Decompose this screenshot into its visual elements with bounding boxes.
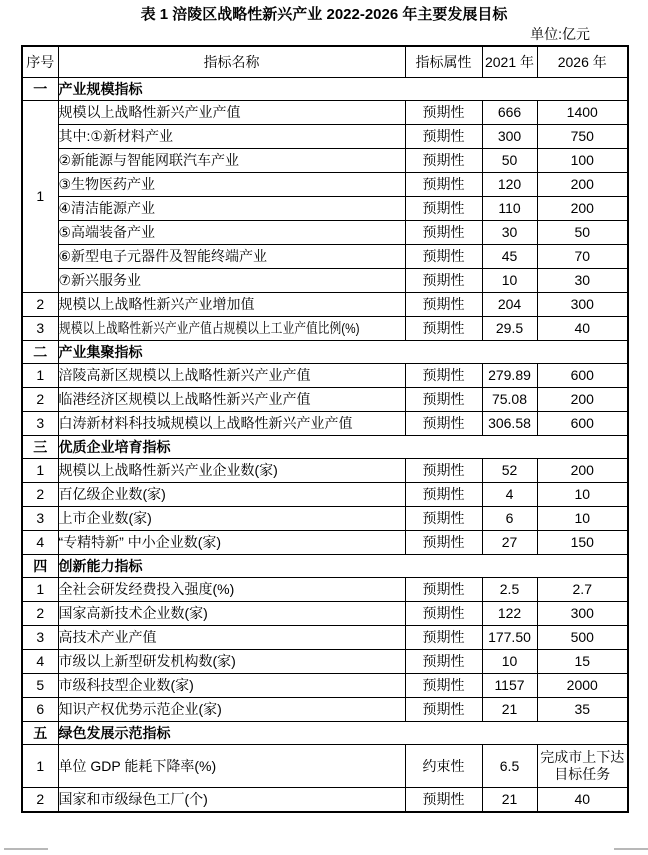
indicator-name: 白涛新材料科技城规模以上战略性新兴产业产值	[58, 412, 405, 436]
value-2021: 10	[482, 269, 537, 293]
value-2021: 6.5	[482, 745, 537, 788]
section-title: 产业集聚指标	[58, 341, 628, 364]
section-title: 产业规模指标	[58, 78, 628, 101]
value-2021: 21	[482, 788, 537, 813]
indicator-attr: 预期性	[405, 101, 482, 125]
value-2021: 122	[482, 602, 537, 626]
indicator-name: 知识产权优势示范企业(家)	[58, 698, 405, 722]
value-2026: 70	[537, 245, 628, 269]
section-title: 优质企业培育指标	[58, 436, 628, 459]
row-sn: 2	[22, 388, 58, 412]
value-2021: 2.5	[482, 578, 537, 602]
indicator-row	[22, 388, 628, 412]
indicator-attr: 预期性	[405, 293, 482, 317]
value-2021: 6	[482, 507, 537, 531]
row-sn: 1	[22, 459, 58, 483]
indicator-name: 国家高新技术企业数(家)	[58, 602, 405, 626]
value-2021: 300	[482, 125, 537, 149]
indicator-attr: 预期性	[405, 674, 482, 698]
value-2021: 120	[482, 173, 537, 197]
indicator-name: 百亿级企业数(家)	[58, 483, 405, 507]
col-header-name: 指标名称	[58, 46, 405, 78]
indicator-row	[22, 459, 628, 483]
indicator-name: 涪陵高新区规模以上战略性新兴产业产值	[58, 364, 405, 388]
indicator-name: “专精特新” 中小企业数(家)	[58, 531, 405, 555]
indicator-name: 规模以上战略性新兴产业企业数(家)	[58, 459, 405, 483]
section-row	[22, 555, 628, 578]
row-sn: 2	[22, 602, 58, 626]
indicator-row	[22, 531, 628, 555]
indicator-name: 临港经济区规模以上战略性新兴产业产值	[58, 388, 405, 412]
indicator-name: 规模以上战略性新兴产业增加值	[58, 293, 405, 317]
row-sn: 1	[22, 578, 58, 602]
indicator-name: ④清洁能源产业	[58, 197, 405, 221]
col-header-attr: 指标属性	[405, 46, 482, 78]
value-2026: 15	[537, 650, 628, 674]
section-title: 创新能力指标	[58, 555, 628, 578]
section-sn: 四	[22, 555, 58, 578]
row-sn: 1	[22, 364, 58, 388]
row-sn: 1	[22, 745, 58, 788]
indicator-row	[22, 745, 628, 788]
indicator-row	[22, 364, 628, 388]
indicator-attr: 预期性	[405, 364, 482, 388]
value-2021: 21	[482, 698, 537, 722]
page-artifact-line-left	[4, 848, 48, 850]
section-row	[22, 341, 628, 364]
value-2026: 35	[537, 698, 628, 722]
indicator-row	[22, 602, 628, 626]
value-2021: 204	[482, 293, 537, 317]
value-2021: 52	[482, 459, 537, 483]
indicator-name: 单位 GDP 能耗下降率(%)	[58, 745, 405, 788]
indicator-name: 市级以上新型研发机构数(家)	[58, 650, 405, 674]
indicator-attr: 约束性	[405, 745, 482, 788]
value-2026: 600	[537, 412, 628, 436]
value-2026: 600	[537, 364, 628, 388]
value-2026: 200	[537, 197, 628, 221]
document-title: 表 1 涪陵区战略性新兴产业 2022-2026 年主要发展目标	[140, 6, 508, 23]
value-2021: 4	[482, 483, 537, 507]
page-artifact-line-right	[614, 848, 648, 850]
indicator-attr: 预期性	[405, 507, 482, 531]
section-row	[22, 436, 628, 459]
section-title: 绿色发展示范指标	[58, 722, 628, 745]
indicator-name: ⑤高端装备产业	[58, 221, 405, 245]
section-sn: 二	[22, 341, 58, 364]
value-2026: 2.7	[537, 578, 628, 602]
value-2021: 27	[482, 531, 537, 555]
row-sn: 3	[22, 317, 58, 341]
header-row	[22, 46, 628, 78]
indicator-row	[22, 698, 628, 722]
col-header-2026: 2026 年	[537, 46, 628, 78]
indicator-attr: 预期性	[405, 602, 482, 626]
indicator-name	[58, 317, 405, 341]
indicator-row	[22, 788, 628, 813]
value-2026: 40	[537, 317, 628, 341]
indicator-name: ⑥新型电子元器件及智能终端产业	[58, 245, 405, 269]
indicator-attr: 预期性	[405, 483, 482, 507]
indicator-name: 高技术产业产值	[58, 626, 405, 650]
value-2026: 150	[537, 531, 628, 555]
value-2026: 100	[537, 149, 628, 173]
indicator-attr: 预期性	[405, 388, 482, 412]
indicator-attr: 预期性	[405, 173, 482, 197]
indicator-name-text: 规模以上战略性新兴产业产值占规模以上工业产值比例(%)	[58, 320, 360, 336]
value-2021: 50	[482, 149, 537, 173]
value-2021: 1157	[482, 674, 537, 698]
value-2026: 300	[537, 602, 628, 626]
value-2026: 200	[537, 173, 628, 197]
indicator-attr: 预期性	[405, 317, 482, 341]
value-2026: 300	[537, 293, 628, 317]
row-sn: 6	[22, 698, 58, 722]
row-sn: 4	[22, 531, 58, 555]
indicator-name: 规模以上战略性新兴产业产值	[58, 101, 405, 125]
value-2026: 完成市上下达目标任务	[537, 745, 628, 788]
indicator-row	[22, 626, 628, 650]
value-2026: 10	[537, 507, 628, 531]
value-2021: 177.50	[482, 626, 537, 650]
indicator-row	[22, 412, 628, 436]
indicator-name: ②新能源与智能网联汽车产业	[58, 149, 405, 173]
indicator-row	[22, 221, 628, 245]
indicator-row	[22, 507, 628, 531]
value-2021: 306.58	[482, 412, 537, 436]
row-sn: 4	[22, 650, 58, 674]
row-sn: 3	[22, 507, 58, 531]
indicator-attr: 预期性	[405, 197, 482, 221]
indicator-attr: 预期性	[405, 412, 482, 436]
value-2026: 500	[537, 626, 628, 650]
unit-label: 单位:亿元	[530, 26, 590, 42]
indicator-row	[22, 269, 628, 293]
indicator-name: 其中:①新材料产业	[58, 125, 405, 149]
indicator-attr: 预期性	[405, 221, 482, 245]
indicator-name: 市级科技型企业数(家)	[58, 674, 405, 698]
indicator-row	[22, 101, 628, 125]
indicator-attr: 预期性	[405, 125, 482, 149]
indicator-name: ⑦新兴服务业	[58, 269, 405, 293]
indicator-attr: 预期性	[405, 245, 482, 269]
row-sn: 1	[22, 101, 58, 293]
indicator-attr: 预期性	[405, 531, 482, 555]
indicator-row	[22, 245, 628, 269]
indicator-row	[22, 125, 628, 149]
value-2026: 200	[537, 388, 628, 412]
value-2021: 279.89	[482, 364, 537, 388]
indicator-attr: 预期性	[405, 149, 482, 173]
indicator-row	[22, 173, 628, 197]
value-2026: 50	[537, 221, 628, 245]
row-sn: 2	[22, 293, 58, 317]
table-body	[22, 46, 628, 812]
indicator-row	[22, 149, 628, 173]
value-2021: 45	[482, 245, 537, 269]
value-2026: 10	[537, 483, 628, 507]
value-2021: 75.08	[482, 388, 537, 412]
indicator-attr: 预期性	[405, 459, 482, 483]
indicator-attr: 预期性	[405, 788, 482, 813]
indicator-name: ③生物医药产业	[58, 173, 405, 197]
value-2026: 1400	[537, 101, 628, 125]
indicator-name: 国家和市级绿色工厂(个)	[58, 788, 405, 813]
indicator-name: 全社会研发经费投入强度(%)	[58, 578, 405, 602]
col-header-sn: 序号	[22, 46, 58, 78]
indicator-row	[22, 317, 628, 341]
row-sn: 3	[22, 626, 58, 650]
value-2021: 30	[482, 221, 537, 245]
indicator-row	[22, 483, 628, 507]
indicator-row	[22, 293, 628, 317]
indicator-row	[22, 578, 628, 602]
row-sn: 2	[22, 788, 58, 813]
value-2026: 30	[537, 269, 628, 293]
value-2021: 110	[482, 197, 537, 221]
value-2026: 40	[537, 788, 628, 813]
indicator-row	[22, 674, 628, 698]
indicator-attr: 预期性	[405, 626, 482, 650]
section-sn: 五	[22, 722, 58, 745]
value-2026: 750	[537, 125, 628, 149]
section-row	[22, 722, 628, 745]
col-header-2021: 2021 年	[482, 46, 537, 78]
section-sn: 一	[22, 78, 58, 101]
indicator-attr: 预期性	[405, 578, 482, 602]
row-sn: 5	[22, 674, 58, 698]
development-targets-table	[21, 45, 629, 813]
indicator-row	[22, 650, 628, 674]
indicator-row	[22, 197, 628, 221]
value-2026: 2000	[537, 674, 628, 698]
value-2021: 10	[482, 650, 537, 674]
row-sn: 2	[22, 483, 58, 507]
value-2021: 29.5	[482, 317, 537, 341]
indicator-name: 上市企业数(家)	[58, 507, 405, 531]
value-2026: 200	[537, 459, 628, 483]
row-sn: 3	[22, 412, 58, 436]
indicator-attr: 预期性	[405, 698, 482, 722]
value-2021: 666	[482, 101, 537, 125]
indicator-attr: 预期性	[405, 269, 482, 293]
section-row	[22, 78, 628, 101]
indicator-attr: 预期性	[405, 650, 482, 674]
section-sn: 三	[22, 436, 58, 459]
